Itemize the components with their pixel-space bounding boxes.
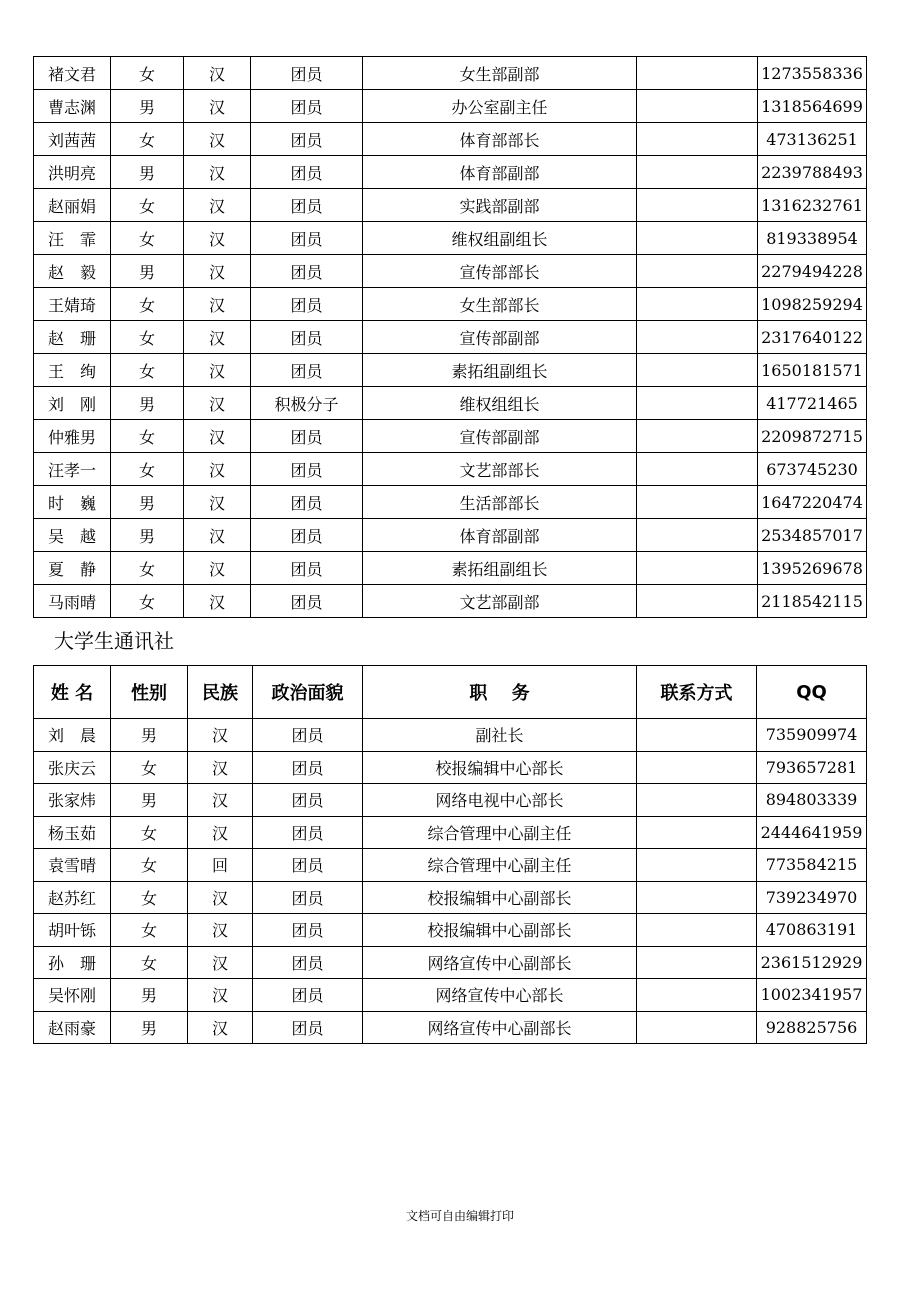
header-position: 职 务	[363, 666, 637, 719]
table-row	[34, 123, 867, 156]
cell-name: 汪孝一	[34, 453, 111, 486]
cell-ethnicity: 汉	[184, 387, 251, 420]
cell-ethnicity: 汉	[184, 57, 251, 90]
cell-ethnicity: 汉	[184, 189, 251, 222]
cell-position: 维权组副组长	[363, 222, 637, 255]
cell-qq: 2534857017	[758, 519, 867, 552]
cell-gender: 女	[111, 946, 188, 979]
cell-name: 夏 静	[34, 552, 111, 585]
cell-contact	[637, 387, 758, 420]
cell-gender: 女	[111, 123, 184, 156]
table-row	[34, 486, 867, 519]
cell-contact	[637, 420, 758, 453]
cell-position: 女生部副部	[363, 57, 637, 90]
cell-gender: 女	[111, 585, 184, 618]
cell-gender: 男	[111, 255, 184, 288]
cell-gender: 男	[111, 90, 184, 123]
cell-qq: 2279494228	[758, 255, 867, 288]
cell-political-status: 团员	[251, 354, 363, 387]
cell-name: 曹志渊	[34, 90, 111, 123]
table-row	[34, 585, 867, 618]
cell-position: 办公室副主任	[363, 90, 637, 123]
header-contact: 联系方式	[637, 666, 757, 719]
cell-gender: 男	[111, 519, 184, 552]
cell-ethnicity: 汉	[184, 288, 251, 321]
member-table-top-body	[34, 57, 867, 618]
cell-position: 素拓组副组长	[363, 552, 637, 585]
table-row	[34, 979, 867, 1012]
cell-position: 校报编辑中心部长	[363, 751, 637, 784]
cell-contact	[637, 156, 758, 189]
cell-political-status: 团员	[251, 156, 363, 189]
cell-contact	[637, 849, 757, 882]
cell-contact	[637, 881, 757, 914]
cell-gender: 女	[111, 914, 188, 947]
cell-qq: 473136251	[758, 123, 867, 156]
header-gender: 性别	[111, 666, 188, 719]
cell-name: 仲雅男	[34, 420, 111, 453]
cell-ethnicity: 汉	[184, 321, 251, 354]
cell-ethnicity: 汉	[188, 816, 253, 849]
cell-name: 刘茜茜	[34, 123, 111, 156]
cell-political-status: 团员	[253, 719, 363, 752]
cell-contact	[637, 816, 757, 849]
cell-position: 网络宣传中心副部长	[363, 946, 637, 979]
cell-name: 汪 霏	[34, 222, 111, 255]
cell-name: 时 巍	[34, 486, 111, 519]
cell-name: 马雨晴	[34, 585, 111, 618]
cell-contact	[637, 519, 758, 552]
cell-name: 吴怀刚	[34, 979, 111, 1012]
cell-gender: 女	[111, 288, 184, 321]
cell-position: 生活部部长	[363, 486, 637, 519]
cell-qq: 2317640122	[758, 321, 867, 354]
cell-contact	[637, 552, 758, 585]
table-row	[34, 914, 867, 947]
table-row	[34, 57, 867, 90]
cell-political-status: 团员	[251, 519, 363, 552]
cell-ethnicity: 汉	[188, 1011, 253, 1044]
cell-contact	[637, 914, 757, 947]
cell-gender: 男	[111, 784, 188, 817]
cell-qq: 1273558336	[758, 57, 867, 90]
cell-qq: 1098259294	[758, 288, 867, 321]
cell-position: 宣传部副部	[363, 420, 637, 453]
cell-political-status: 团员	[251, 288, 363, 321]
cell-contact	[637, 222, 758, 255]
cell-name: 胡叶铄	[34, 914, 111, 947]
cell-political-status: 团员	[251, 189, 363, 222]
cell-contact	[637, 486, 758, 519]
cell-position: 女生部部长	[363, 288, 637, 321]
cell-qq: 673745230	[758, 453, 867, 486]
table-row	[34, 222, 867, 255]
cell-name: 张家炜	[34, 784, 111, 817]
cell-qq: 1395269678	[758, 552, 867, 585]
cell-contact	[637, 1011, 757, 1044]
cell-political-status: 团员	[251, 222, 363, 255]
cell-political-status: 团员	[251, 585, 363, 618]
cell-gender: 女	[111, 552, 184, 585]
cell-political-status: 团员	[251, 255, 363, 288]
header-qq: QQ	[757, 666, 867, 719]
cell-ethnicity: 汉	[184, 222, 251, 255]
footer-note: 文档可自由编辑打印	[405, 1209, 514, 1223]
cell-position: 宣传部副部	[363, 321, 637, 354]
cell-qq: 2209872715	[758, 420, 867, 453]
cell-qq: 1316232761	[758, 189, 867, 222]
cell-ethnicity: 汉	[184, 255, 251, 288]
table-row	[34, 387, 867, 420]
cell-contact	[637, 189, 758, 222]
cell-ethnicity: 汉	[184, 90, 251, 123]
cell-name: 刘 刚	[34, 387, 111, 420]
table-row	[34, 420, 867, 453]
cell-name: 赵雨豪	[34, 1011, 111, 1044]
cell-political-status: 团员	[253, 784, 363, 817]
cell-position: 文艺部副部	[363, 585, 637, 618]
cell-ethnicity: 汉	[188, 719, 253, 752]
cell-gender: 女	[111, 881, 188, 914]
cell-position: 综合管理中心副主任	[363, 816, 637, 849]
cell-position: 网络电视中心部长	[363, 784, 637, 817]
cell-name: 褚文君	[34, 57, 111, 90]
cell-gender: 男	[111, 387, 184, 420]
table-row	[34, 321, 867, 354]
cell-qq: 417721465	[758, 387, 867, 420]
cell-qq: 793657281	[757, 751, 867, 784]
table-row	[34, 288, 867, 321]
cell-political-status: 团员	[253, 751, 363, 784]
cell-political-status: 团员	[251, 321, 363, 354]
cell-ethnicity: 汉	[184, 552, 251, 585]
cell-name: 赵丽娟	[34, 189, 111, 222]
cell-ethnicity: 回	[188, 849, 253, 882]
table-row	[34, 946, 867, 979]
cell-qq: 2361512929	[757, 946, 867, 979]
cell-political-status: 积极分子	[251, 387, 363, 420]
cell-contact	[637, 784, 757, 817]
cell-name: 杨玉茹	[34, 816, 111, 849]
table-row	[34, 354, 867, 387]
cell-name: 袁雪晴	[34, 849, 111, 882]
cell-ethnicity: 汉	[188, 751, 253, 784]
cell-political-status: 团员	[251, 486, 363, 519]
cell-contact	[637, 946, 757, 979]
cell-position: 体育部副部	[363, 156, 637, 189]
table-row	[34, 881, 867, 914]
cell-gender: 女	[111, 751, 188, 784]
table-row	[34, 816, 867, 849]
cell-position: 实践部副部	[363, 189, 637, 222]
cell-contact	[637, 123, 758, 156]
cell-position: 副社长	[363, 719, 637, 752]
table-row	[34, 552, 867, 585]
cell-political-status: 团员	[251, 90, 363, 123]
table-row	[34, 784, 867, 817]
cell-contact	[637, 719, 757, 752]
cell-qq: 470863191	[757, 914, 867, 947]
table-header-row	[34, 666, 867, 719]
cell-ethnicity: 汉	[188, 979, 253, 1012]
cell-gender: 女	[111, 189, 184, 222]
cell-contact	[637, 288, 758, 321]
cell-name: 赵苏红	[34, 881, 111, 914]
cell-gender: 女	[111, 420, 184, 453]
header-name: 姓 名	[34, 666, 111, 719]
cell-political-status: 团员	[251, 57, 363, 90]
cell-gender: 女	[111, 849, 188, 882]
cell-ethnicity: 汉	[184, 453, 251, 486]
cell-qq: 819338954	[758, 222, 867, 255]
cell-political-status: 团员	[251, 420, 363, 453]
cell-political-status: 团员	[253, 881, 363, 914]
cell-gender: 男	[111, 486, 184, 519]
member-table-bottom	[33, 665, 867, 1044]
cell-ethnicity: 汉	[188, 881, 253, 914]
cell-position: 网络宣传中心部长	[363, 979, 637, 1012]
section-title: 大学生通讯社	[54, 629, 174, 653]
cell-ethnicity: 汉	[184, 519, 251, 552]
cell-gender: 女	[111, 222, 184, 255]
cell-name: 张庆云	[34, 751, 111, 784]
cell-ethnicity: 汉	[184, 354, 251, 387]
cell-qq: 1002341957	[757, 979, 867, 1012]
table-row	[34, 519, 867, 552]
cell-contact	[637, 255, 758, 288]
cell-qq: 1318564699	[758, 90, 867, 123]
cell-political-status: 团员	[253, 816, 363, 849]
cell-political-status: 团员	[253, 914, 363, 947]
cell-qq: 894803339	[757, 784, 867, 817]
cell-qq: 739234970	[757, 881, 867, 914]
cell-position: 宣传部部长	[363, 255, 637, 288]
cell-gender: 男	[111, 719, 188, 752]
cell-position: 校报编辑中心副部长	[363, 914, 637, 947]
cell-ethnicity: 汉	[184, 123, 251, 156]
cell-name: 王婧琦	[34, 288, 111, 321]
cell-name: 洪明亮	[34, 156, 111, 189]
table-row	[34, 90, 867, 123]
cell-qq: 1650181571	[758, 354, 867, 387]
cell-position: 素拓组副组长	[363, 354, 637, 387]
table-row	[34, 1011, 867, 1044]
header-ethnicity: 民族	[188, 666, 253, 719]
cell-position: 综合管理中心副主任	[363, 849, 637, 882]
cell-name: 孙 珊	[34, 946, 111, 979]
table-row	[34, 751, 867, 784]
cell-position: 体育部部长	[363, 123, 637, 156]
cell-gender: 女	[111, 354, 184, 387]
cell-name: 刘 晨	[34, 719, 111, 752]
cell-ethnicity: 汉	[188, 784, 253, 817]
cell-political-status: 团员	[253, 979, 363, 1012]
cell-qq: 2444641959	[757, 816, 867, 849]
cell-position: 文艺部部长	[363, 453, 637, 486]
header-political-status: 政治面貌	[253, 666, 363, 719]
cell-qq: 2239788493	[758, 156, 867, 189]
cell-position: 维权组组长	[363, 387, 637, 420]
cell-gender: 男	[111, 979, 188, 1012]
cell-position: 网络宣传中心副部长	[363, 1011, 637, 1044]
cell-qq: 1647220474	[758, 486, 867, 519]
cell-contact	[637, 90, 758, 123]
cell-contact	[637, 453, 758, 486]
cell-political-status: 团员	[253, 1011, 363, 1044]
cell-gender: 女	[111, 57, 184, 90]
table-row	[34, 719, 867, 752]
member-table-bottom-body	[34, 719, 867, 1044]
cell-contact	[637, 751, 757, 784]
cell-position: 体育部副部	[363, 519, 637, 552]
cell-ethnicity: 汉	[184, 156, 251, 189]
cell-ethnicity: 汉	[184, 420, 251, 453]
cell-name: 赵 毅	[34, 255, 111, 288]
cell-political-status: 团员	[253, 849, 363, 882]
cell-gender: 女	[111, 321, 184, 354]
cell-political-status: 团员	[251, 123, 363, 156]
cell-name: 赵 珊	[34, 321, 111, 354]
cell-gender: 男	[111, 156, 184, 189]
cell-qq: 928825756	[757, 1011, 867, 1044]
cell-gender: 男	[111, 1011, 188, 1044]
cell-ethnicity: 汉	[184, 585, 251, 618]
table-row	[34, 156, 867, 189]
cell-qq: 773584215	[757, 849, 867, 882]
table-row	[34, 189, 867, 222]
table-row	[34, 453, 867, 486]
cell-gender: 女	[111, 453, 184, 486]
cell-name: 吴 越	[34, 519, 111, 552]
cell-position: 校报编辑中心副部长	[363, 881, 637, 914]
cell-contact	[637, 321, 758, 354]
cell-political-status: 团员	[251, 552, 363, 585]
cell-ethnicity: 汉	[188, 946, 253, 979]
cell-ethnicity: 汉	[188, 914, 253, 947]
cell-contact	[637, 57, 758, 90]
cell-name: 王 绚	[34, 354, 111, 387]
cell-gender: 女	[111, 816, 188, 849]
cell-contact	[637, 979, 757, 1012]
cell-political-status: 团员	[253, 946, 363, 979]
cell-qq: 735909974	[757, 719, 867, 752]
member-table-top	[33, 56, 867, 618]
cell-qq: 2118542115	[758, 585, 867, 618]
cell-ethnicity: 汉	[184, 486, 251, 519]
cell-political-status: 团员	[251, 453, 363, 486]
table-row	[34, 849, 867, 882]
table-row	[34, 255, 867, 288]
cell-contact	[637, 354, 758, 387]
cell-contact	[637, 585, 758, 618]
